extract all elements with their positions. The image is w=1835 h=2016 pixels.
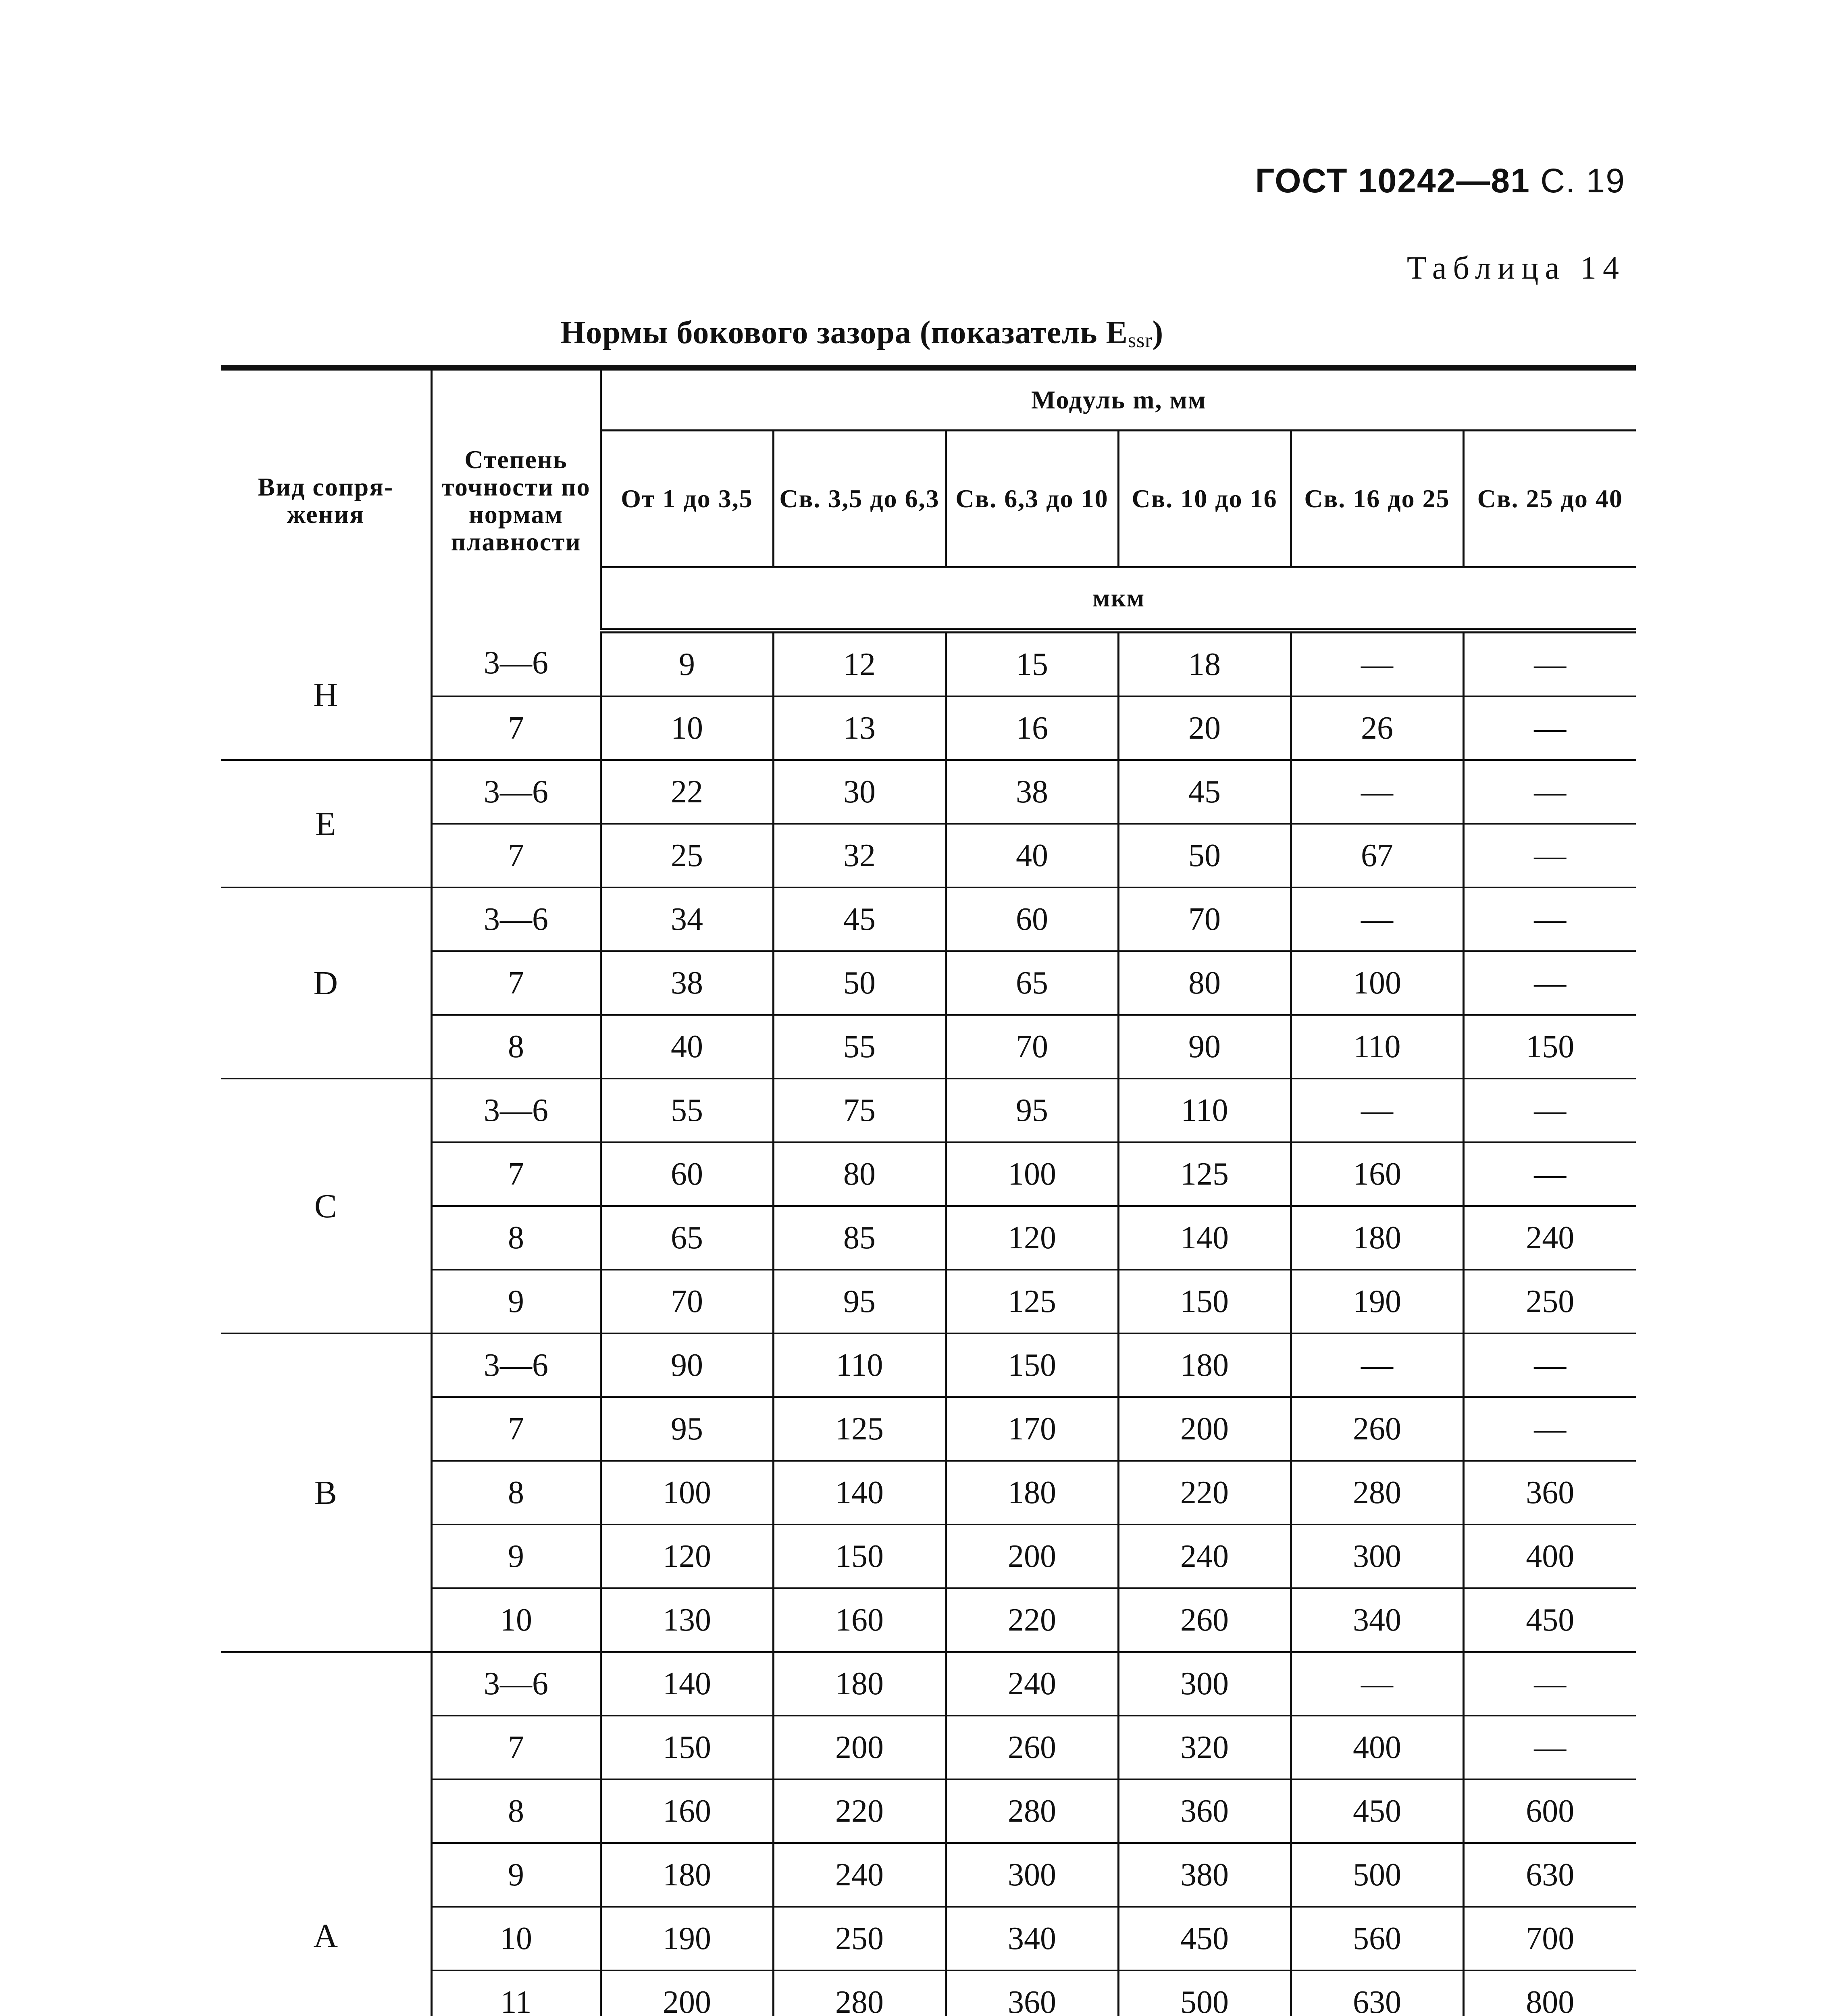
table-row xyxy=(221,1142,1636,1206)
value-cell: 280 xyxy=(773,1970,946,2016)
value-cell: 400 xyxy=(1291,1716,1463,1779)
grade-cell: 8 xyxy=(431,1015,601,1079)
value-cell: 160 xyxy=(601,1779,773,1843)
group-cell: B xyxy=(221,1333,431,1652)
table-row xyxy=(221,696,1636,760)
value-cell: 180 xyxy=(1118,1333,1291,1397)
table-row xyxy=(221,1015,1636,1079)
value-cell: 220 xyxy=(1118,1461,1291,1524)
value-cell: 30 xyxy=(773,760,946,824)
header-grade: Степень точности по нормам плавности xyxy=(431,368,601,631)
grade-cell: 3—6 xyxy=(431,1652,601,1716)
value-cell: 150 xyxy=(773,1524,946,1588)
value-cell: 150 xyxy=(601,1716,773,1779)
value-cell: 70 xyxy=(601,1270,773,1333)
grade-cell: 7 xyxy=(431,1716,601,1779)
value-cell: 220 xyxy=(773,1779,946,1843)
value-cell: 180 xyxy=(1291,1206,1463,1270)
header-range: Св. 10 до 16 xyxy=(1118,431,1291,567)
table-label: Таблица 14 xyxy=(1406,250,1625,286)
table-row xyxy=(221,1970,1636,2016)
table-row xyxy=(221,1079,1636,1142)
value-cell: 320 xyxy=(1118,1716,1291,1779)
value-cell: 400 xyxy=(1463,1524,1636,1588)
value-cell: 240 xyxy=(1463,1206,1636,1270)
table-row xyxy=(221,1716,1636,1779)
grade-cell: 7 xyxy=(431,951,601,1015)
table-row xyxy=(221,1588,1636,1652)
value-cell: — xyxy=(1463,1716,1636,1779)
value-cell: — xyxy=(1291,1652,1463,1716)
table-row xyxy=(221,1524,1636,1588)
value-cell: — xyxy=(1291,760,1463,824)
table-row xyxy=(221,1779,1636,1843)
value-cell: 360 xyxy=(1118,1779,1291,1843)
value-cell: 110 xyxy=(1118,1079,1291,1142)
group-cell: H xyxy=(221,631,431,760)
value-cell: 95 xyxy=(946,1079,1118,1142)
value-cell: 100 xyxy=(601,1461,773,1524)
value-cell: 18 xyxy=(1118,631,1291,696)
value-cell: — xyxy=(1291,1333,1463,1397)
value-cell: 95 xyxy=(773,1270,946,1333)
value-cell: 50 xyxy=(773,951,946,1015)
value-cell: — xyxy=(1463,951,1636,1015)
value-cell: 125 xyxy=(773,1397,946,1461)
group-cell: A xyxy=(221,1652,431,2016)
value-cell: 20 xyxy=(1118,696,1291,760)
value-cell: 80 xyxy=(773,1142,946,1206)
value-cell: 90 xyxy=(1118,1015,1291,1079)
table-row xyxy=(221,1333,1636,1397)
header-range: Св. 16 до 25 xyxy=(1291,431,1463,567)
value-cell: 67 xyxy=(1291,824,1463,887)
value-cell: 200 xyxy=(773,1716,946,1779)
value-cell: 95 xyxy=(601,1397,773,1461)
header-group: Вид сопря-жения xyxy=(221,368,431,631)
value-cell: 125 xyxy=(946,1270,1118,1333)
value-cell: 40 xyxy=(946,824,1118,887)
value-cell: 55 xyxy=(773,1015,946,1079)
value-cell: 630 xyxy=(1463,1843,1636,1907)
value-cell: 250 xyxy=(773,1907,946,1970)
value-cell: — xyxy=(1463,760,1636,824)
table-row xyxy=(221,760,1636,824)
value-cell: 280 xyxy=(1291,1461,1463,1524)
grade-cell: 9 xyxy=(431,1524,601,1588)
value-cell: 380 xyxy=(1118,1843,1291,1907)
value-cell: 800 xyxy=(1463,1970,1636,2016)
group-cell: D xyxy=(221,887,431,1079)
value-cell: 70 xyxy=(946,1015,1118,1079)
table-title-sub: ssr xyxy=(1128,329,1153,352)
value-cell: 13 xyxy=(773,696,946,760)
value-cell: 32 xyxy=(773,824,946,887)
value-cell: 60 xyxy=(946,887,1118,951)
value-cell: 200 xyxy=(601,1970,773,2016)
table-row xyxy=(221,1907,1636,1970)
grade-cell: 3—6 xyxy=(431,760,601,824)
value-cell: 110 xyxy=(773,1333,946,1397)
table-body xyxy=(221,631,1636,2016)
value-cell: 250 xyxy=(1463,1270,1636,1333)
value-cell: 300 xyxy=(946,1843,1118,1907)
value-cell: 140 xyxy=(773,1461,946,1524)
value-cell: 26 xyxy=(1291,696,1463,760)
table-row xyxy=(221,951,1636,1015)
grade-cell: 7 xyxy=(431,1142,601,1206)
value-cell: 280 xyxy=(946,1779,1118,1843)
value-cell: 85 xyxy=(773,1206,946,1270)
value-cell: 45 xyxy=(1118,760,1291,824)
grade-cell: 3—6 xyxy=(431,1333,601,1397)
grade-cell: 9 xyxy=(431,1270,601,1333)
grade-cell: 7 xyxy=(431,696,601,760)
grade-cell: 9 xyxy=(431,1843,601,1907)
value-cell: — xyxy=(1291,887,1463,951)
grade-cell: 11 xyxy=(431,1970,601,2016)
value-cell: — xyxy=(1463,1142,1636,1206)
header-range: Св. 6,3 до 10 xyxy=(946,431,1118,567)
value-cell: 140 xyxy=(601,1652,773,1716)
value-cell: 500 xyxy=(1118,1970,1291,2016)
table-row xyxy=(221,631,1636,696)
table-row xyxy=(221,1843,1636,1907)
grade-cell: 8 xyxy=(431,1461,601,1524)
value-cell: 80 xyxy=(1118,951,1291,1015)
table-row xyxy=(221,1397,1636,1461)
header-range: Св. 3,5 до 6,3 xyxy=(773,431,946,567)
table-row xyxy=(221,1652,1636,1716)
value-cell: 15 xyxy=(946,631,1118,696)
grade-cell: 7 xyxy=(431,824,601,887)
value-cell: 120 xyxy=(946,1206,1118,1270)
group-cell: C xyxy=(221,1079,431,1333)
table-title-close: ) xyxy=(1152,315,1164,350)
value-cell: 160 xyxy=(773,1588,946,1652)
value-cell: 38 xyxy=(946,760,1118,824)
value-cell: 600 xyxy=(1463,1779,1636,1843)
value-cell: 450 xyxy=(1291,1779,1463,1843)
value-cell: 65 xyxy=(946,951,1118,1015)
value-cell: 700 xyxy=(1463,1907,1636,1970)
group-cell: E xyxy=(221,760,431,887)
value-cell: 60 xyxy=(601,1142,773,1206)
table-title xyxy=(560,314,1163,352)
value-cell: 75 xyxy=(773,1079,946,1142)
standard-number: ГОСТ 10242—81 xyxy=(1255,162,1530,200)
value-cell: 10 xyxy=(601,696,773,760)
table-row xyxy=(221,1270,1636,1333)
table-row xyxy=(221,1461,1636,1524)
value-cell: 9 xyxy=(601,631,773,696)
value-cell: — xyxy=(1463,1652,1636,1716)
value-cell: 50 xyxy=(1118,824,1291,887)
value-cell: 190 xyxy=(1291,1270,1463,1333)
page-number: С. 19 xyxy=(1540,162,1625,200)
value-cell: 100 xyxy=(1291,951,1463,1015)
value-cell: — xyxy=(1463,824,1636,887)
value-cell: 630 xyxy=(1291,1970,1463,2016)
value-cell: 260 xyxy=(1118,1588,1291,1652)
value-cell: 150 xyxy=(1463,1015,1636,1079)
value-cell: 38 xyxy=(601,951,773,1015)
value-cell: — xyxy=(1463,1333,1636,1397)
value-cell: 360 xyxy=(1463,1461,1636,1524)
value-cell: 340 xyxy=(1291,1588,1463,1652)
value-cell: 125 xyxy=(1118,1142,1291,1206)
value-cell: 180 xyxy=(946,1461,1118,1524)
value-cell: 12 xyxy=(773,631,946,696)
grade-cell: 10 xyxy=(431,1907,601,1970)
value-cell: 160 xyxy=(1291,1142,1463,1206)
value-cell: 180 xyxy=(601,1843,773,1907)
value-cell: 40 xyxy=(601,1015,773,1079)
page-header xyxy=(1255,161,1625,200)
value-cell: 190 xyxy=(601,1907,773,1970)
grade-cell: 3—6 xyxy=(431,887,601,951)
value-cell: 45 xyxy=(773,887,946,951)
value-cell: 560 xyxy=(1291,1907,1463,1970)
value-cell: 25 xyxy=(601,824,773,887)
value-cell: — xyxy=(1291,631,1463,696)
grade-cell: 10 xyxy=(431,1588,601,1652)
value-cell: 240 xyxy=(1118,1524,1291,1588)
table-row xyxy=(221,824,1636,887)
table-title-main: Нормы бокового зазора (показатель E xyxy=(560,315,1128,350)
value-cell: 240 xyxy=(946,1652,1118,1716)
value-cell: 240 xyxy=(773,1843,946,1907)
value-cell: 300 xyxy=(1291,1524,1463,1588)
value-cell: 360 xyxy=(946,1970,1118,2016)
table-row xyxy=(221,887,1636,951)
clearance-table xyxy=(221,365,1636,2016)
value-cell: 200 xyxy=(946,1524,1118,1588)
value-cell: 180 xyxy=(773,1652,946,1716)
value-cell: — xyxy=(1291,1079,1463,1142)
value-cell: 220 xyxy=(946,1588,1118,1652)
value-cell: — xyxy=(1463,631,1636,696)
value-cell: — xyxy=(1463,696,1636,760)
value-cell: 55 xyxy=(601,1079,773,1142)
table-row xyxy=(221,1206,1636,1270)
header-range: Св. 25 до 40 xyxy=(1463,431,1636,567)
value-cell: 140 xyxy=(1118,1206,1291,1270)
value-cell: 90 xyxy=(601,1333,773,1397)
value-cell: 150 xyxy=(946,1333,1118,1397)
value-cell: — xyxy=(1463,1079,1636,1142)
value-cell: 450 xyxy=(1463,1588,1636,1652)
value-cell: 65 xyxy=(601,1206,773,1270)
value-cell: 70 xyxy=(1118,887,1291,951)
value-cell: 450 xyxy=(1118,1907,1291,1970)
value-cell: 260 xyxy=(1291,1397,1463,1461)
value-cell: — xyxy=(1463,887,1636,951)
value-cell: 16 xyxy=(946,696,1118,760)
grade-cell: 3—6 xyxy=(431,1079,601,1142)
grade-cell: 8 xyxy=(431,1206,601,1270)
value-cell: 130 xyxy=(601,1588,773,1652)
header-unit: мкм xyxy=(601,567,1636,631)
value-cell: 100 xyxy=(946,1142,1118,1206)
grade-cell: 3—6 xyxy=(431,631,601,696)
value-cell: 260 xyxy=(946,1716,1118,1779)
header-range: От 1 до 3,5 xyxy=(601,431,773,567)
value-cell: 340 xyxy=(946,1907,1118,1970)
value-cell: 200 xyxy=(1118,1397,1291,1461)
value-cell: 500 xyxy=(1291,1843,1463,1907)
value-cell: 120 xyxy=(601,1524,773,1588)
value-cell: 110 xyxy=(1291,1015,1463,1079)
grade-cell: 8 xyxy=(431,1779,601,1843)
value-cell: 22 xyxy=(601,760,773,824)
value-cell: 34 xyxy=(601,887,773,951)
grade-cell: 7 xyxy=(431,1397,601,1461)
value-cell: 300 xyxy=(1118,1652,1291,1716)
value-cell: — xyxy=(1463,1397,1636,1461)
value-cell: 150 xyxy=(1118,1270,1291,1333)
value-cell: 170 xyxy=(946,1397,1118,1461)
header-module: Модуль m, мм xyxy=(601,368,1636,431)
